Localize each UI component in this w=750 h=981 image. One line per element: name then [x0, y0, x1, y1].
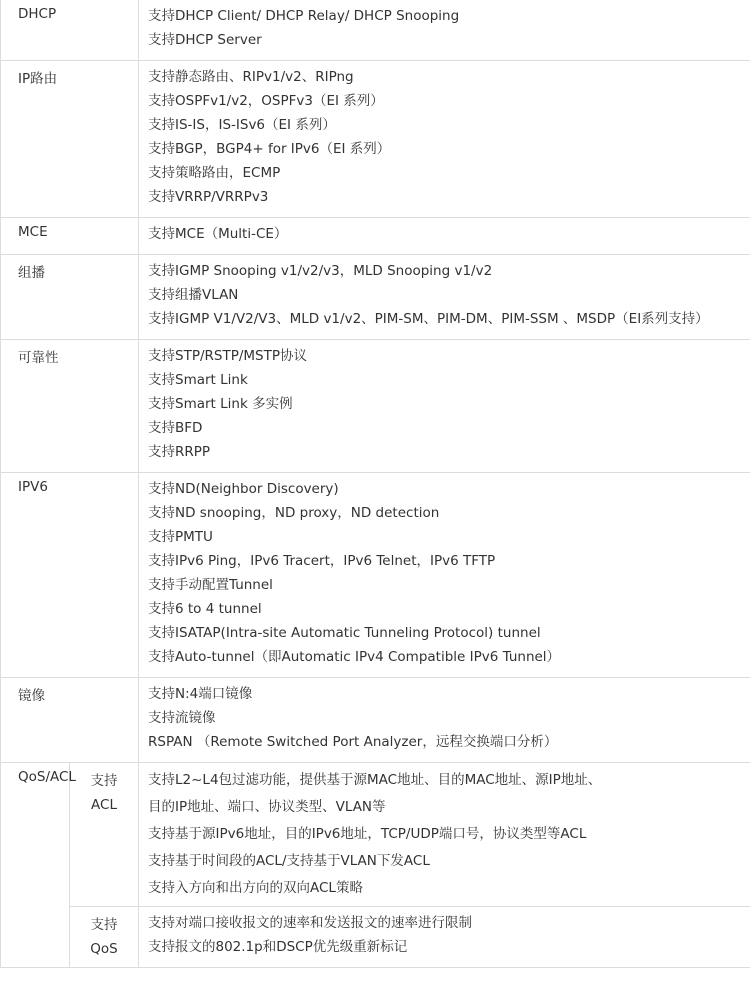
category-cell: IPV6: [1, 473, 139, 678]
category-cell: QoS/ACL: [1, 763, 70, 968]
value-cell: [139, 763, 750, 907]
spec-line: 支持IGMP Snooping v1/v2/v3，MLD Snooping v1/v2: [148, 263, 493, 279]
category-cell: 可靠性: [1, 340, 139, 473]
spec-line: 支持报文的802.1p和DSCP优先级重新标记: [148, 939, 408, 955]
spec-line: 支持PMTU: [148, 529, 213, 545]
spec-line: 支持基于源IPv6地址，目的IPv6地址，TCP/UDP端口号，协议类型等ACL: [148, 826, 587, 842]
spec-line: 支持MCE（Multi-CE）: [148, 226, 288, 242]
value-cell: [139, 907, 750, 968]
spec-line: 支持6 to 4 tunnel: [148, 601, 262, 617]
row-ipv6: [1, 473, 750, 678]
category-cell: 镜像: [1, 678, 139, 763]
spec-line: 支持策略路由，ECMP: [148, 165, 281, 181]
row-mirroring: [1, 678, 750, 763]
subcategory-cell-qos: [70, 907, 139, 968]
spec-line: 支持Auto-tunnel（即Automatic IPv4 Compatible IPv6 Tunnel）: [148, 649, 561, 665]
row-mce: [1, 218, 750, 255]
spec-line: 支持手动配置Tunnel: [148, 577, 273, 593]
value-cell: [139, 255, 750, 340]
spec-line: 支持ND snooping，ND proxy，ND detection: [148, 505, 440, 521]
spec-line: 支持DHCP Server: [148, 32, 262, 48]
row-reliability: [1, 340, 750, 473]
spec-line: 支持流镜像: [148, 710, 216, 726]
subcategory-cell-acl: [70, 763, 139, 907]
spec-line: 支持IPv6 Ping，IPv6 Tracert，IPv6 Telnet，IPv6 TFTP: [148, 553, 496, 569]
subcategory-label: 支持: [90, 917, 118, 933]
spec-line: 支持IS-IS，IS-ISv6（EI 系列）: [148, 117, 336, 133]
spec-line: 支持Smart Link 多实例: [148, 396, 293, 412]
row-qos: [1, 907, 750, 968]
spec-line: 支持OSPFv1/v2，OSPFv3（EI 系列）: [148, 93, 384, 109]
spec-line: 支持N:4端口镜像: [148, 686, 253, 702]
category-cell: 组播: [1, 255, 139, 340]
spec-line: 支持L2~L4包过滤功能，提供基于源MAC地址、目的MAC地址、源IP地址、: [148, 772, 602, 788]
value-cell: [139, 340, 750, 473]
spec-line: 支持ND(Neighbor Discovery): [148, 481, 339, 497]
subcategory-label: 支持: [90, 773, 118, 789]
subcategory-label: QoS: [90, 941, 118, 957]
value-cell: [139, 61, 750, 218]
spec-line: 支持RRPP: [148, 444, 211, 460]
value-cell: [139, 218, 750, 255]
row-dhcp: [1, 0, 750, 61]
value-cell: [139, 678, 750, 763]
value-cell: [139, 473, 750, 678]
spec-line: 目的IP地址、端口、协议类型、VLAN等: [148, 799, 386, 815]
category-cell: MCE: [1, 218, 139, 255]
spec-line: 支持入方向和出方向的双向ACL策略: [148, 880, 363, 896]
spec-line: 支持组播VLAN: [148, 287, 239, 303]
spec-line: RSPAN （Remote Switched Port Analyzer，远程交换端口分析）: [148, 734, 558, 750]
row-ip-routing: [1, 61, 750, 218]
spec-line: 支持STP/RSTP/MSTP协议: [148, 348, 307, 364]
subcategory-label: ACL: [91, 797, 117, 813]
row-multicast: [1, 255, 750, 340]
value-cell: [139, 0, 750, 61]
spec-line: 支持ISATAP(Intra-site Automatic Tunneling Protocol) tunnel: [148, 625, 541, 641]
spec-line: 支持Smart Link: [148, 372, 248, 388]
category-cell: DHCP: [1, 0, 139, 61]
spec-line: 支持基于时间段的ACL/支持基于VLAN下发ACL: [148, 853, 430, 869]
spec-line: 支持静态路由、RIPv1/v2、RIPng: [148, 69, 354, 85]
spec-line: 支持DHCP Client/ DHCP Relay/ DHCP Snooping: [148, 8, 460, 24]
spec-line: 支持IGMP V1/V2/V3、MLD v1/v2、PIM-SM、PIM-DM、PIM-SSM 、MSDP（EI系列支持）: [148, 311, 709, 327]
spec-line: 支持BFD: [148, 420, 203, 436]
spec-line: 支持VRRP/VRRPv3: [148, 189, 269, 205]
row-qos-acl: [1, 763, 750, 907]
spec-line: 支持对端口接收报文的速率和发送报文的速率进行限制: [148, 915, 472, 931]
spec-line: 支持BGP，BGP4+ for IPv6（EI 系列）: [148, 141, 391, 157]
category-cell: IP路由: [1, 61, 139, 218]
